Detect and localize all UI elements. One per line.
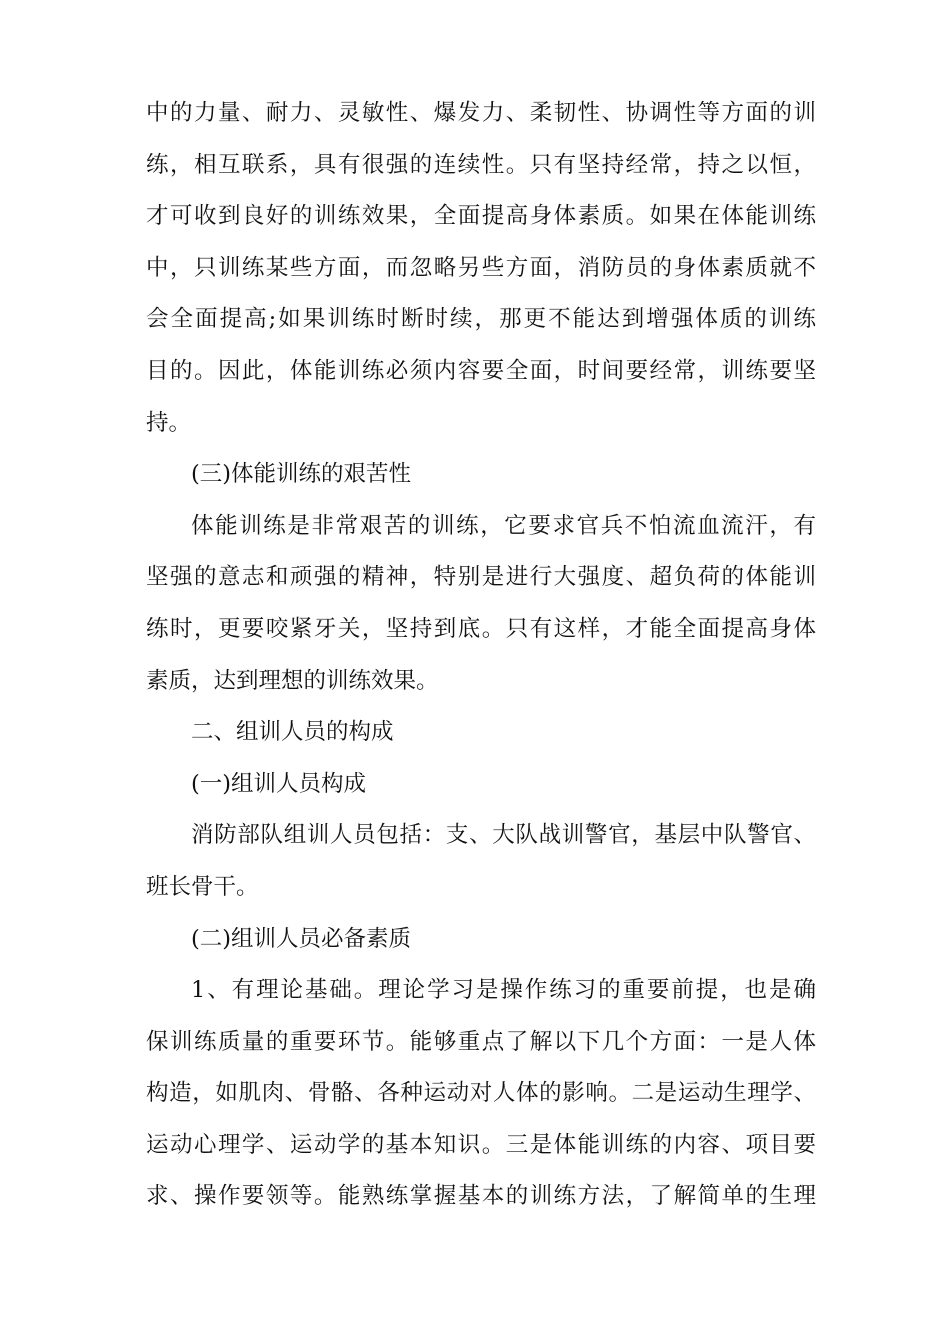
text-line: 会全面提高;如果训练时断时续，那更不能达到增强体质的训练	[146, 306, 816, 333]
text-line: 中的力量、耐力、灵敏性、爆发力、柔韧性、协调性等方面的训	[146, 100, 816, 126]
text-line: 运动心理学、运动学的基本知识。三是体能训练的内容、项目要	[146, 1131, 816, 1158]
text-line: 练，相互联系，具有很强的连续性。只有坚持经常，持之以恒，	[146, 151, 816, 178]
text-line: 目的。因此，体能训练必须内容要全面，时间要经常，训练要坚	[146, 357, 816, 384]
text-line: 求、操作要领等。能熟练掌握基本的训练方法，了解简单的生理	[146, 1183, 816, 1210]
text-line: 持。	[146, 409, 192, 436]
text-line: 练时，更要咬紧牙关，坚持到底。只有这样，才能全面提高身体	[146, 615, 816, 642]
section-heading: (二)组训人员必备素质	[191, 925, 412, 952]
section-heading: (一)组训人员构成	[191, 770, 367, 797]
text-line: 中，只训练某些方面，而忽略另些方面，消防员的身体素质就不	[146, 254, 816, 281]
text-line: 构造，如肌肉、骨骼、各种运动对人体的影响。二是运动生理学、	[146, 1080, 816, 1107]
section-heading: 二、组训人员的构成	[191, 719, 394, 746]
text-line: 坚强的意志和顽强的精神，特别是进行大强度、超负荷的体能训	[146, 564, 816, 591]
text-line: 素质，达到理想的训练效果。	[146, 667, 439, 694]
text-line: 消防部队组训人员包括：支、大队战训警官，基层中队警官、	[191, 822, 816, 849]
text-line: 才可收到良好的训练效果，全面提高身体素质。如果在体能训练	[146, 203, 816, 230]
section-heading: (三)体能训练的艰苦性	[191, 461, 412, 488]
document-body	[146, 88, 816, 1223]
text-line: 保训练质量的重要环节。能够重点了解以下几个方面：一是人体	[146, 1028, 816, 1055]
text-line: 班长骨干。	[146, 873, 259, 900]
text-line: 体能训练是非常艰苦的训练，它要求官兵不怕流血流汗，有	[191, 512, 816, 539]
text-line: 1、有理论基础。理论学习是操作练习的重要前提，也是确	[191, 977, 816, 1004]
